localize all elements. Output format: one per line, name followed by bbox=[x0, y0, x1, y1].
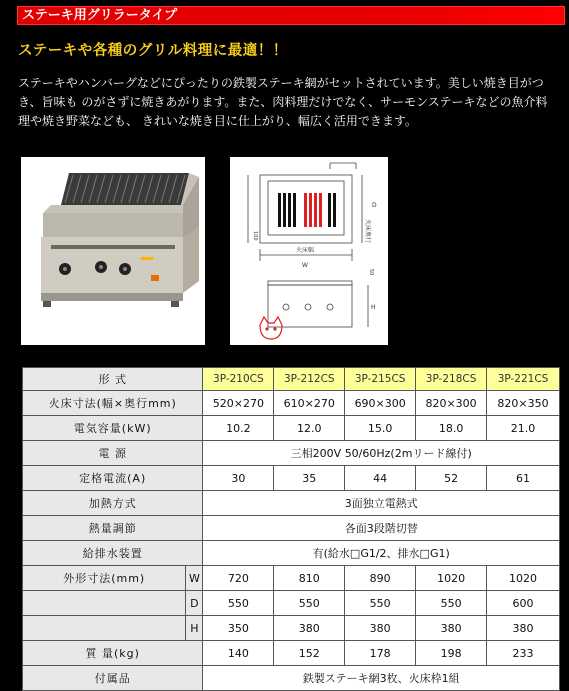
table-cell: 233 bbox=[487, 641, 560, 666]
table-cell: 350 bbox=[203, 616, 274, 641]
row-label: 質 量(kg) bbox=[23, 641, 203, 666]
headline: ステーキや各種のグリル料理に最適！！ bbox=[18, 43, 288, 59]
table-row bbox=[23, 616, 560, 641]
product-description: ステーキやハンバーグなどにぴったりの鉄製ステーキ網がセットされています。美しい焼き目がつき、旨味も のがさずに焼きあがります。また、肉料理だけでなく、サーモンステーキなどの魚介料理や焼き野菜なども、 きれいな焼き目に仕上がり、幅広く活用できます。 bbox=[18, 76, 548, 128]
table-cell: 52 bbox=[416, 466, 487, 491]
table-cell-span: 有(給水□G1/2、排水□G1) bbox=[203, 541, 560, 566]
table-row bbox=[23, 566, 560, 591]
table-cell: 690×300 bbox=[345, 391, 416, 416]
fire-width-label: 火床幅 bbox=[296, 247, 315, 254]
row-label: 電 源 bbox=[23, 441, 203, 466]
table-cell: 44 bbox=[345, 466, 416, 491]
model-cell: 3P-215CS bbox=[345, 368, 416, 391]
table-cell: 61 bbox=[487, 466, 560, 491]
table-cell: 550 bbox=[345, 591, 416, 616]
table-cell: 720 bbox=[203, 566, 274, 591]
dim-h-label: H bbox=[371, 304, 376, 311]
spec-table bbox=[22, 367, 560, 691]
table-cell: 550 bbox=[274, 591, 345, 616]
table-cell: 198 bbox=[416, 641, 487, 666]
table-cell: 10.2 bbox=[203, 416, 274, 441]
table-cell-span: 各面3段階切替 bbox=[203, 516, 560, 541]
table-cell: 610×270 bbox=[274, 391, 345, 416]
table-cell: 15.0 bbox=[345, 416, 416, 441]
model-cell: 3P-218CS bbox=[416, 368, 487, 391]
row-label: 火床寸法(幅×奥行mm) bbox=[23, 391, 203, 416]
table-row bbox=[23, 466, 560, 491]
table-row bbox=[23, 516, 560, 541]
table-cell: 810 bbox=[274, 566, 345, 591]
fire-depth-label: 火床奥行 bbox=[364, 219, 371, 244]
table-cell: 1020 bbox=[487, 566, 560, 591]
table-cell: 820×350 bbox=[487, 391, 560, 416]
table-cell: 600 bbox=[487, 591, 560, 616]
table-cell: 380 bbox=[487, 616, 560, 641]
dim-label: D bbox=[186, 591, 203, 616]
table-cell: 550 bbox=[416, 591, 487, 616]
table-cell-span: 鉄製ステーキ網3枚、火床枠1組 bbox=[203, 666, 560, 691]
table-cell-span: 三相200V 50/60Hz(2mリード線付) bbox=[203, 441, 560, 466]
model-cell: 3P-221CS bbox=[487, 368, 560, 391]
row-label: 熱量調節 bbox=[23, 516, 203, 541]
model-cell: 3P-210CS bbox=[203, 368, 274, 391]
table-row bbox=[23, 416, 560, 441]
table-cell: 30 bbox=[203, 466, 274, 491]
table-cell: 380 bbox=[345, 616, 416, 641]
table-cell: 21.0 bbox=[487, 416, 560, 441]
product-photo bbox=[21, 157, 205, 345]
dim-label: W bbox=[186, 566, 203, 591]
table-cell: 12.0 bbox=[274, 416, 345, 441]
table-cell: 550 bbox=[203, 591, 274, 616]
row-label: 加熱方式 bbox=[23, 491, 203, 516]
table-cell-span: 3面独立電熱式 bbox=[203, 491, 560, 516]
dim-50-label: 50 bbox=[368, 269, 374, 276]
table-cell: 1020 bbox=[416, 566, 487, 591]
dim-d-label: D bbox=[372, 202, 377, 209]
model-cell: 3P-212CS bbox=[274, 368, 345, 391]
table-cell: 18.0 bbox=[416, 416, 487, 441]
table-row bbox=[23, 441, 560, 466]
dim-100-label: 100 bbox=[252, 231, 258, 241]
griller-image bbox=[21, 157, 205, 345]
dimension-drawing bbox=[230, 157, 388, 345]
table-row bbox=[23, 391, 560, 416]
table-row bbox=[23, 491, 560, 516]
row-label: 給排水装置 bbox=[23, 541, 203, 566]
table-row bbox=[23, 641, 560, 666]
row-label-empty bbox=[23, 616, 186, 641]
row-label: 定格電流(A) bbox=[23, 466, 203, 491]
table-cell: 140 bbox=[203, 641, 274, 666]
table-cell: 380 bbox=[416, 616, 487, 641]
table-cell: 380 bbox=[274, 616, 345, 641]
row-label-empty bbox=[23, 591, 186, 616]
table-header-row bbox=[23, 368, 560, 391]
row-label: 外形寸法(mm) bbox=[23, 566, 186, 591]
dim-label: H bbox=[186, 616, 203, 641]
table-cell: 820×300 bbox=[416, 391, 487, 416]
technical-drawing bbox=[230, 157, 388, 345]
table-cell: 35 bbox=[274, 466, 345, 491]
table-row bbox=[23, 591, 560, 616]
section-title: ステーキ用グリラータイプ bbox=[17, 6, 565, 25]
table-cell: 152 bbox=[274, 641, 345, 666]
table-row bbox=[23, 666, 560, 691]
header-label: 形 式 bbox=[23, 368, 203, 391]
row-label: 電気容量(kW) bbox=[23, 416, 203, 441]
table-cell: 890 bbox=[345, 566, 416, 591]
row-label: 付属品 bbox=[23, 666, 203, 691]
dim-w-label: W bbox=[302, 262, 308, 269]
table-row bbox=[23, 541, 560, 566]
table-cell: 178 bbox=[345, 641, 416, 666]
table-cell: 520×270 bbox=[203, 391, 274, 416]
